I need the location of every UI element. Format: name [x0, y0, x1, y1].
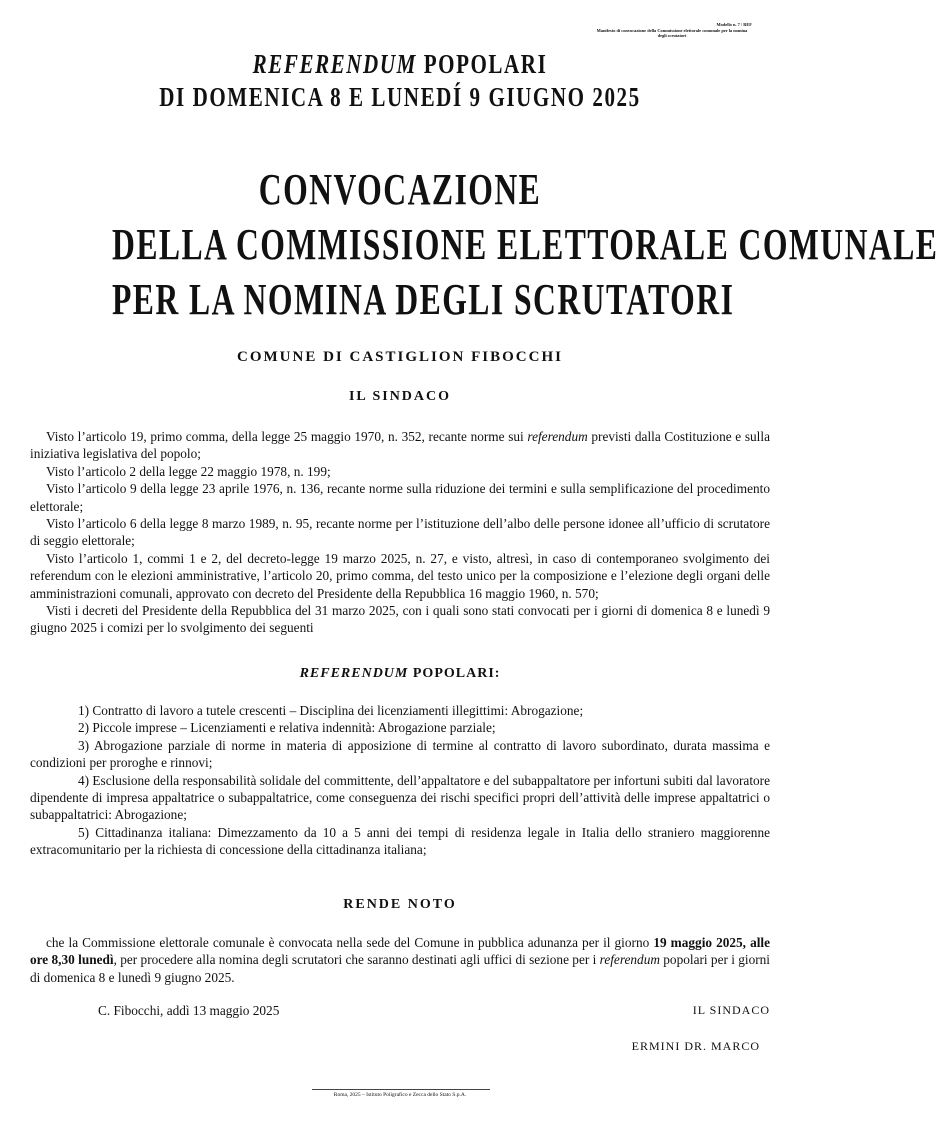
model-number: Modello n. 7 / REF — [716, 22, 752, 27]
list-item: 3) Abrogazione parziale di norme in materia di apposizione di termine al contratto di lavoro subordinato, durata massima e condizioni per proroghe e rinnovi; — [30, 737, 770, 771]
signature-title: IL SINDACO — [692, 1003, 770, 1017]
sindaco-heading: IL SINDACO — [348, 389, 452, 404]
visto-paragraph: Visto l’articolo 9 della legge 23 aprile 1976, n. 136, recante norme sulla riduzione dei termini e sulla semplificazione del procedimento elettorale; — [30, 481, 770, 514]
visto-paragraph: Visto l’articolo 19, primo comma, della legge 25 maggio 1970, n. 352, recante norme sui referendum previsti dalla Costituzione e sulla iniziativa legislativa del popolo; — [30, 429, 770, 462]
list-item: 5) Cittadinanza italiana: Dimezzamento da 10 a 5 anni dei tempi di residenza legale in Italia dello straniero maggiorenne extracomunitario per la richiesta di concessione della cittadinanza italiana; — [30, 824, 770, 858]
visti-section — [30, 428, 770, 637]
model-description: Manifesto di convocazione della Commissione elettorale comunale per la nomina degli scrutatori — [596, 27, 748, 39]
main-title — [0, 162, 938, 327]
model-label — [592, 22, 752, 39]
header — [0, 48, 800, 114]
header-line2: DI DOMENICA 8 E LUNEDÍ 9 GIUGNO 2025 — [159, 82, 641, 112]
notice-section — [30, 934, 770, 986]
visto-paragraph: Visti i decreti del Presidente della Repubblica del 31 marzo 2025, con i quali sono stati convocati per i giorni di domenica 8 e lunedì 9 giugno 2025 i comizi per lo svolgimento dei seguenti — [30, 603, 770, 636]
quesiti-list — [30, 702, 770, 859]
visto-paragraph: Visto l’articolo 1, commi 1 e 2, del decreto-legge 19 marzo 2025, n. 27, e visto, altresì, in caso di contemporaneo svolgimento dei referendum con le elezioni amministrative, l’articolo 20, primo comma, del testo unico per la composizione e l’elezione degli organi delle amministrazioni comunali, approvato con decreto del Presidente della Repubblica 16 maggio 1960, n. 570; — [30, 550, 770, 601]
list-item: 2) Piccole imprese – Licenziamenti e relativa indennità: Abrogazione parziale; — [78, 720, 496, 736]
footer-divider — [312, 1089, 490, 1090]
referendum-heading: REFERENDUM POPOLARI: — [299, 666, 501, 681]
header-line1 — [88, 48, 712, 81]
signature-name: ERMINI DR. MARCO — [631, 1039, 760, 1053]
notice-paragraph: che la Commissione elettorale comunale è convocata nella sede del Comune in pubblica adunanza per il giorno 19 maggio 2025, alle ore 8,30 lunedì, per procedere alla nomina degli scrutatori che saranno destinati agli uffici di sezione per i referendum popolari per i giorni di domenica 8 e lunedì 9 giugno 2025. — [30, 935, 771, 985]
title-line2: DELLA COMMISSIONE ELETTORALE COMUNALE — [112, 220, 938, 269]
footer-printer: Roma, 2025 – Istituto Poligrafico e Zecca dello Stato S.p.A. — [333, 1092, 467, 1098]
place-date: C. Fibocchi, addì 13 maggio 2025 — [98, 1003, 280, 1018]
title-line3: PER LA NOMINA DEGLI SCRUTATORI — [112, 275, 735, 324]
comune-name: COMUNE DI CASTIGLION FIBOCCHI — [237, 349, 563, 365]
rende-noto-heading: RENDE NOTO — [343, 897, 457, 912]
header-referendum: REFERENDUM — [252, 49, 417, 79]
visto-paragraph: Visto l’articolo 2 della legge 22 maggio 1978, n. 199; — [46, 463, 331, 479]
header-popolari: POPOLARI — [416, 49, 548, 79]
title-line1: CONVOCAZIONE — [258, 165, 542, 214]
list-item: 4) Esclusione della responsabilità solidale del committente, dell’appaltatore e del subappaltatore per infortuni subiti dal lavoratore dipendente di impresa appaltatrice o subappaltatrice, come conseguenza dei rischi specifici propri dell’attività delle imprese appaltatrici o subappaltatrici: Abrogazione; — [30, 772, 770, 823]
visto-paragraph: Visto l’articolo 6 della legge 8 marzo 1989, n. 95, recante norme per l’istituzione dell’albo delle persone idonee all’ufficio di scrutatore di seggio elettorale; — [30, 516, 770, 549]
list-item: 1) Contratto di lavoro a tutele crescenti – Disciplina dei licenziamenti illegittimi: Abrogazione; — [78, 703, 584, 718]
